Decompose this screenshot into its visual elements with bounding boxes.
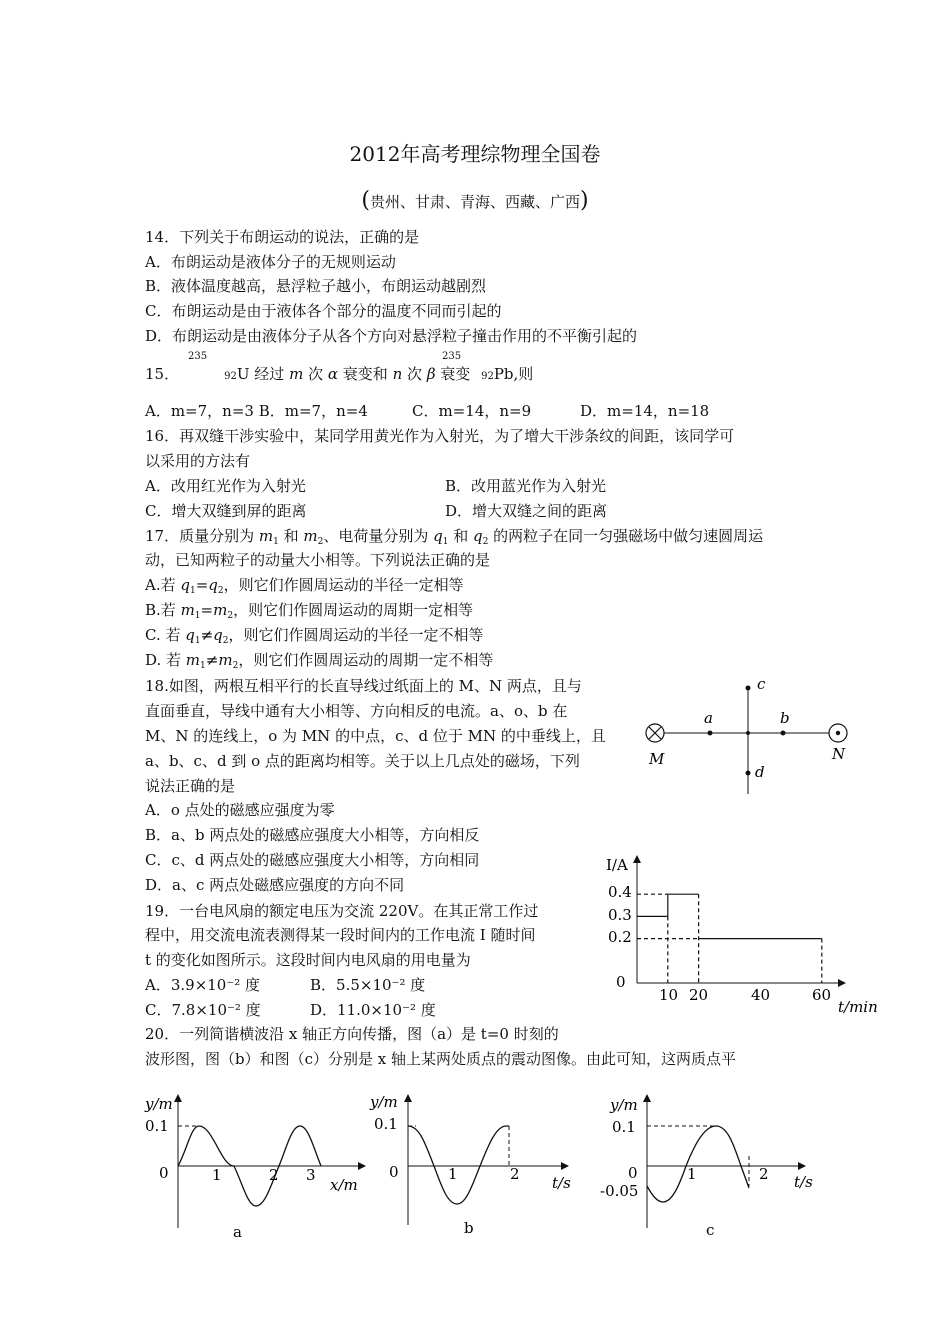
y-top-label: 0.1 — [145, 1117, 169, 1135]
q15-n: n — [392, 365, 403, 383]
q15-alpha: α — [327, 365, 339, 383]
q16-stem-line1: 16．再双缝干涉实验中，某同学用黄光作为入射光，为了增大干涉条纹的间距，该同学可 — [145, 427, 735, 445]
q18-wire-diagram — [640, 672, 860, 800]
q16-option-b: B．改用蓝光作为入射光 — [445, 477, 607, 495]
point-a-dot — [708, 731, 713, 736]
y-axis-label: y/m — [370, 1093, 398, 1111]
y-axis-label: y/m — [610, 1096, 638, 1114]
y-top-label: 0.1 — [612, 1118, 636, 1136]
q17-stem-line2: 动，已知两粒子的动量大小相等。下列说法正确的是 — [145, 551, 491, 569]
q20-graph-b — [368, 1090, 583, 1240]
y-negative-label: -0.05 — [600, 1182, 639, 1200]
q15-stem — [145, 364, 533, 387]
point-d-dot — [746, 771, 751, 776]
vibration-curve — [647, 1126, 749, 1202]
q15-beta: β — [426, 365, 436, 383]
q18-stem-line1: 18.如图，两根互相平行的长直导线过纸面上的 M、N 两点，且与 — [145, 677, 582, 695]
q14-option-c: C．布朗运动是由于液体各个部分的温度不同而引起的 — [145, 302, 502, 320]
x-axis-label: t/min — [838, 998, 878, 1016]
q20-stem-line1: 20．一列简谐横波沿 x 轴正方向传播，图（a）是 t=0 时刻的 — [145, 1025, 559, 1043]
q15-text: 经过 — [254, 365, 285, 383]
origin-label: 0 — [628, 1164, 638, 1182]
q15-option-c: C．m=14，n=9 — [412, 402, 532, 420]
x-tick-40: 40 — [751, 986, 771, 1004]
q14-option-d: D．布朗运动是由液体分子从各个方向对悬浮粒子撞击作用的不平衡引起的 — [145, 327, 638, 345]
label-a: a — [704, 709, 713, 727]
y-tick-0.4: 0.4 — [608, 883, 632, 901]
q19-stem-line1: 19．一台电风扇的额定电压为交流 220V。在其正常工作过 — [145, 902, 539, 920]
y-tick-0: 0 — [616, 973, 626, 991]
label-m: M — [649, 750, 665, 768]
q19-option-b: B．5.5×10⁻² 度 — [310, 976, 426, 994]
y-axis-label: I/A — [606, 856, 628, 874]
vibration-curve — [408, 1126, 509, 1204]
q18-option-d: D．a、c 两点处磁感应强度的方向不同 — [145, 876, 405, 894]
x-tick-2: 2 — [510, 1165, 520, 1183]
q15-text: 衰变 — [440, 365, 471, 383]
x-tick-20: 20 — [689, 986, 709, 1004]
q16-option-a: A．改用红光作为入射光 — [145, 477, 306, 495]
q15-option-a: A．m=7，n=3 — [145, 402, 254, 420]
q19-option-c: C．7.8×10⁻² 度 — [145, 1001, 261, 1019]
q18-stem-line4: a、b、c、d 到 o 点的距离均相等。关于以上几点处的磁场，下列 — [145, 752, 580, 770]
q18-option-a: A．o 点处的磁感应强度为零 — [145, 801, 335, 819]
q17-option-c-text: 则它们作圆周运动的半径一定不相等 — [243, 626, 484, 644]
q16-option-d: D．增大双缝之间的距离 — [445, 502, 608, 520]
q17-option-b: B.若 $m_1=m_2$，则它们作圆周运动的周期一定相等 — [145, 601, 474, 621]
x-tick-1: 1 — [687, 1165, 697, 1183]
point-o-dot — [746, 731, 750, 735]
q20-stem-line2: 波形图，图（b）和图（c）分别是 x 轴上某两处质点的震动图像。由此可知，这两质点平 — [145, 1050, 737, 1068]
y-axis-label: y/m — [145, 1095, 173, 1113]
q19-option-a: A．3.9×10⁻² 度 — [145, 976, 261, 994]
caption: b — [464, 1219, 474, 1237]
x-tick-2: 2 — [759, 1165, 769, 1183]
q20-graph-a — [135, 1090, 375, 1240]
origin-label: 0 — [389, 1163, 399, 1181]
subtitle-text: 贵州、甘肃、青海、西藏、广西 — [369, 193, 580, 211]
page-subtitle — [0, 188, 950, 213]
x-axis-label: x/m — [330, 1176, 358, 1194]
q15-pb-atomic-number: 92 — [481, 371, 494, 382]
q16-stem-line2: 以采用的方法有 — [145, 452, 251, 470]
q17-option-d-text: 则它们作圆周运动的周期一定不相等 — [253, 651, 494, 669]
q19-option-d: D．11.0×10⁻² 度 — [310, 1001, 436, 1019]
caption: a — [233, 1223, 242, 1240]
label-b: b — [780, 709, 790, 727]
point-c-dot — [746, 686, 751, 691]
wire-n-out-of-page-icon — [829, 724, 847, 742]
q15-u-atomic-number: 92 — [224, 371, 237, 382]
x-tick-2: 2 — [269, 1166, 279, 1184]
x-tick-1: 1 — [448, 1165, 458, 1183]
q18-option-c: C．c、d 两点处的磁感应强度大小相等，方向相同 — [145, 851, 480, 869]
q17-option-d: D. 若 $m_1\ne m_2$，则它们作圆周运动的周期一定不相等 — [145, 651, 494, 671]
q15-pb-mass-number: 235 — [442, 351, 462, 362]
q18-stem-line3: M、N 的连线上，o 为 MN 的中点，c、d 位于 MN 的中垂线上，且 — [145, 727, 606, 745]
q18-stem-line5: 说法正确的是 — [145, 777, 236, 795]
q14-option-b: B．液体温度越高，悬浮粒子越小，布朗运动越剧烈 — [145, 277, 487, 295]
x-tick-60: 60 — [812, 986, 832, 1004]
q14-option-a: A．布朗运动是液体分子的无规则运动 — [145, 253, 396, 271]
q19-stem-line3: t 的变化如图所示。这段时间内电风扇的用电量为 — [145, 951, 471, 969]
q17-option-a-text: 则它们作圆周运动的半径一定相等 — [238, 576, 464, 594]
q17-option-c: C. 若 $q_1\ne q_2$，则它们作圆周运动的半径一定不相等 — [145, 626, 484, 646]
label-c: c — [757, 675, 766, 693]
q20-graph-c — [600, 1090, 825, 1245]
label-d: d — [755, 763, 765, 781]
q15-m: m — [289, 365, 304, 383]
point-b-dot — [781, 731, 786, 736]
q15-option-b: B．m=7，n=4 — [258, 402, 368, 420]
q15-option-d: D．m=14，n=18 — [580, 402, 710, 420]
q16-option-c: C．增大双缝到屏的距离 — [145, 502, 307, 520]
x-tick-10: 10 — [659, 986, 679, 1004]
q18-stem-line2: 直面垂直，导线中通有大小相等、方向相反的电流。a、o、b 在 — [145, 702, 568, 720]
caption: c — [706, 1221, 715, 1239]
q15-pb-symbol: Pb,则 — [493, 365, 534, 383]
y-top-label: 0.1 — [374, 1115, 398, 1133]
q19-current-chart — [600, 850, 890, 1020]
open-paren-glyph: ( — [361, 188, 370, 213]
q15-text: 次 — [308, 365, 324, 383]
wire-m-into-page-icon — [646, 724, 664, 742]
q15-number: 15． — [145, 365, 180, 383]
x-tick-1: 1 — [212, 1166, 222, 1184]
y-tick-0.2: 0.2 — [608, 928, 632, 946]
close-paren-glyph: ) — [580, 188, 589, 213]
x-axis-label: t/s — [794, 1173, 813, 1191]
q17-option-a: A.若 $q_1=q_2$，则它们作圆周运动的半径一定相等 — [145, 576, 464, 596]
y-tick-0.3: 0.3 — [608, 906, 632, 924]
q18-option-b: B．a、b 两点处的磁感应强度大小相等，方向相反 — [145, 826, 480, 844]
x-tick-3: 3 — [306, 1166, 316, 1184]
q15-text: 衰变和 — [342, 365, 388, 383]
x-axis-label: t/s — [552, 1174, 571, 1192]
q17-stem-line1: 17．质量分别为 $m_1$ 和 $m_2$、电荷量分别为 $q_1$ 和 $q_2$ 的两粒子在同一匀强磁场中做匀速圆周运 — [145, 527, 764, 547]
q19-stem-line2: 程中，用交流电流表测得某一段时间内的工作电流 I 随时间 — [145, 926, 536, 944]
q15-u-mass-number: 235 — [188, 351, 208, 362]
q15-text: 次 — [407, 365, 423, 383]
q15-options — [145, 401, 368, 421]
q17-option-b-text: 则它们作圆周运动的周期一定相等 — [248, 601, 474, 619]
q15-u-symbol: U — [236, 365, 250, 383]
page-title: 2012年高考理综物理全国卷 — [349, 142, 601, 166]
q14-stem: 14．下列关于布朗运动的说法，正确的是 — [145, 228, 420, 246]
label-n: N — [832, 745, 846, 763]
origin-label: 0 — [159, 1164, 169, 1182]
